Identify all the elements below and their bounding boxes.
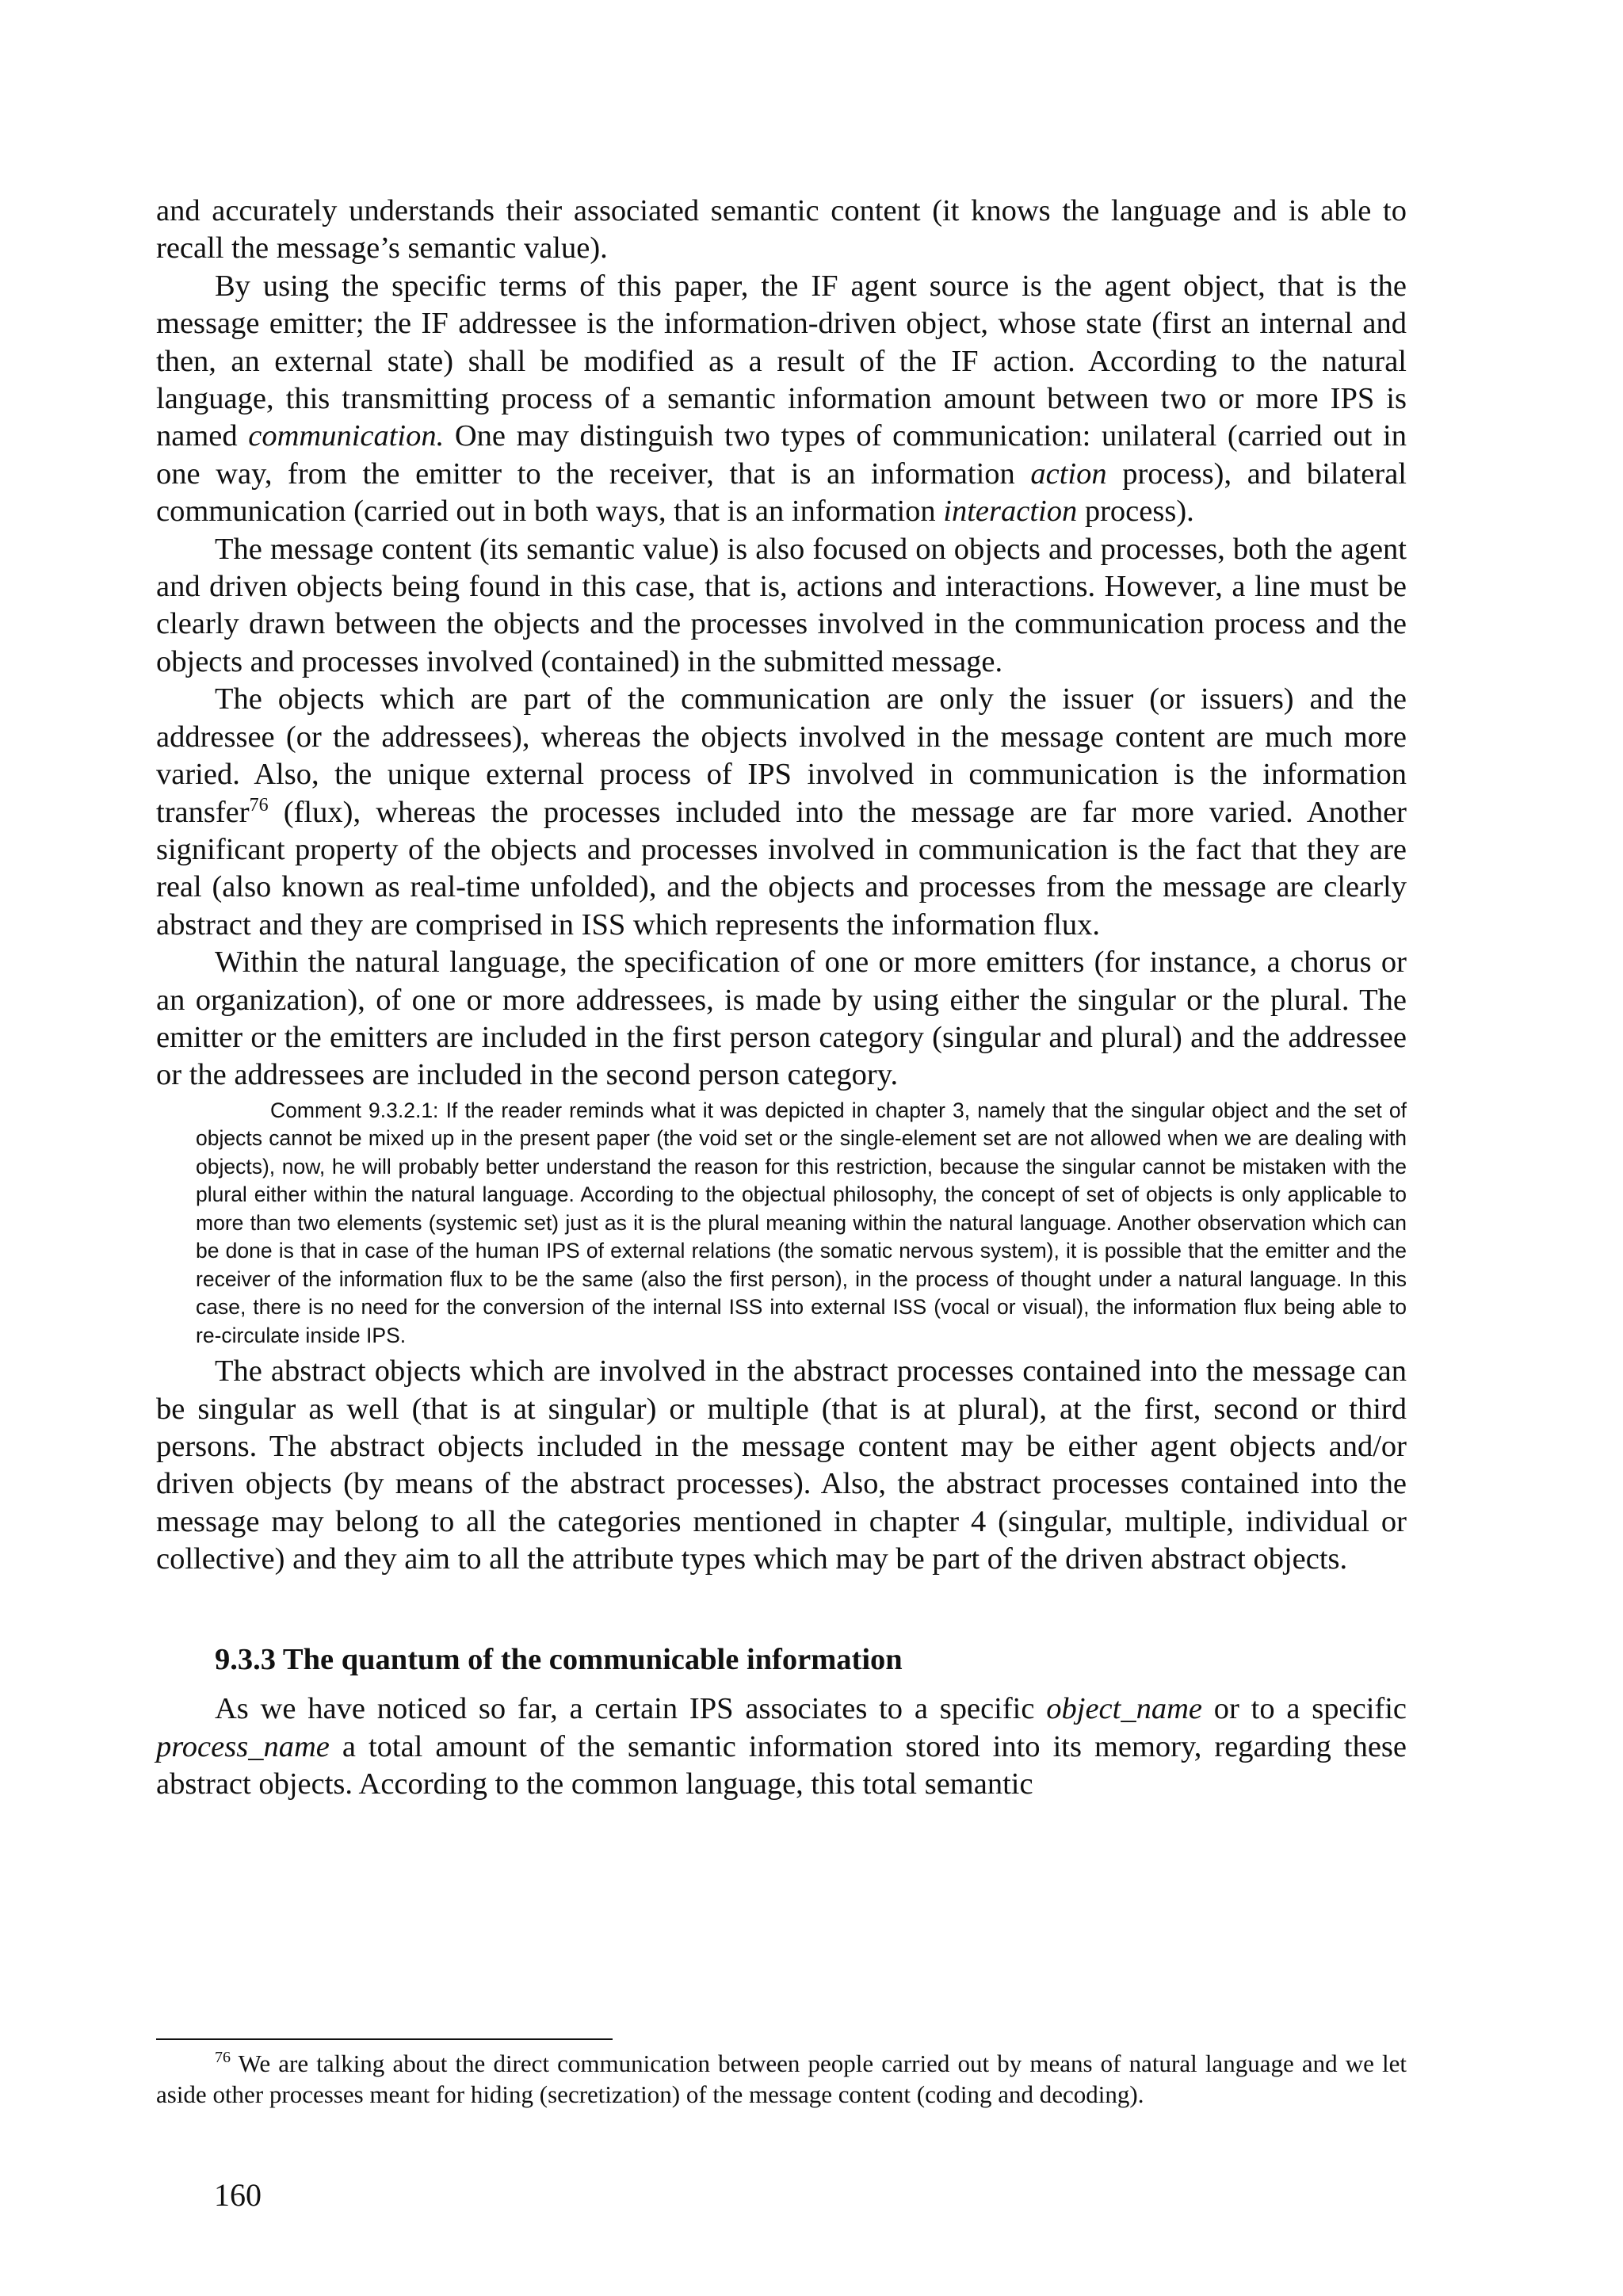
paragraph-4-text: The objects which are part of the communication are only the issuer (or issuers) and the addressee (or the addressees), whereas the objects involved in the message content are much more varied. Also, the unique external process of IPS involved in communication is the information transfer — [156, 682, 1407, 829]
paragraph-3 — [156, 531, 1407, 682]
paragraph-1 — [156, 193, 1407, 268]
paragraph-4 — [156, 681, 1407, 944]
paragraph-7-text-b: or to a specific — [1201, 1692, 1407, 1726]
comment-text: Comment 9.3.2.1: If the reader reminds what it was depicted in chapter 3, namely that the singular object and the set of objects cannot be mixed up in the present paper (the void set or the single-element set are not allowed when we are dealing with objects), now, he will probably better understand the reason for this restriction, because the singular cannot be mistaken with the plural either within the natural language. According to the objectual philosophy, the concept of set of objects is only applicable to more than two elements (systemic set) just as it is the plural meaning within the natural language. Another observation which can be done is that in case of the human IPS of external relations (the somatic nervous system), it is possible that the emitter and the receiver of the information flux to be the same (also the first person), in the process of thought under a natural language. In this case, there is no need for the conversion of the internal ISS into external ISS (vocal or visual), the information flux being able to re-circulate inside IPS. — [196, 1098, 1407, 1347]
paragraph-2-text-d: process). — [1077, 495, 1194, 529]
section-heading: 9.3.3 The quantum of the communicable information — [215, 1642, 903, 1676]
footnote-text: We are talking about the direct communication between people carried out by means of natural language and we let aside other processes meant for hiding (secretization) of the message content (coding and decoding). — [156, 2050, 1407, 2108]
paragraph-5 — [156, 944, 1407, 1095]
page-number: 160 — [214, 2177, 262, 2213]
footnote-paragraph — [156, 2048, 1407, 2110]
paragraph-2-text-c: process), and bilateral communication (carried out in both ways, that is an information — [156, 457, 1407, 529]
paragraph-2-text-b: One may distinguish two types of communication: unilateral (carried out in one way, from the emitter to the receiver, that is an information — [156, 419, 1407, 491]
paragraph-3-text: The message content (its semantic value) is also focused on objects and processes, both the agent and driven objects being found in this case, that is, actions and interactions. However, a line must be clearly drawn between the objects and the processes involved in the communication process and the objects and processes involved (contained) in the submitted message. — [156, 532, 1407, 678]
emphasis-process-name: process_name — [156, 1729, 330, 1763]
comment-block — [196, 1097, 1407, 1350]
paragraph-2 — [156, 268, 1407, 531]
paragraph-1-text: and accurately understands their associated semantic content (it knows the language and is able to recall the message’s semantic value). — [156, 194, 1407, 266]
emphasis-object-name: object_name — [1046, 1692, 1202, 1726]
paragraph-2-text: By using the specific terms of this paper, the IF agent source is the agent object, that is the message emitter; the IF addressee is the information-driven object, whose state (first an internal and then, an external state) shall be modified as a result of the IF action. According to the natural language, this transmitting process of a semantic information amount between two or more IPS is named — [156, 269, 1407, 453]
footnote — [156, 2048, 1407, 2110]
paragraph-7 — [156, 1690, 1407, 1803]
emphasis-communication: communication. — [248, 419, 445, 453]
paragraph-7-text-c: a total amount of the semantic information stored into its memory, regarding these abstract objects. According to the common language, this total semantic — [156, 1729, 1407, 1801]
emphasis-interaction: interaction — [943, 495, 1078, 529]
paragraph-6-text: The abstract objects which are involved in the abstract processes contained into the message can be singular as well (that is at singular) or multiple (that is at plural), at the first, second or third persons. The abstract objects included in the message content may be either agent objects and/or driven objects (by means of the abstract processes). Also, the abstract processes contained into the message may belong to all the categories mentioned in chapter 4 (singular, multiple, individual or collective) and they aim to all the attribute types which may be part of the driven abstract objects. — [156, 1354, 1407, 1576]
paragraph-6 — [156, 1353, 1407, 1578]
paragraph-4-text-b: (flux), whereas the processes included into the message are far more varied. Another significant property of the objects and processes involved in communication is the fact that they are real (also known as real-time unfolded), and the objects and processes from the message are clearly abstract and they are comprised in ISS which represents the information flux. — [156, 795, 1407, 942]
paragraph-7-text: As we have noticed so far, a certain IPS associates to a specific — [215, 1692, 1047, 1726]
footnote-reference[interactable]: 76 — [249, 794, 269, 816]
footnote-number: 76 — [215, 2049, 231, 2066]
body-text — [156, 193, 1407, 1803]
paragraph-5-text: Within the natural language, the specification of one or more emitters (for instance, a chorus or an organization), of one or more addressees, is made by using either the singular or the plural. The emitter or the emitters are included in the first person category (singular and plural) and the addressee or the addressees are included in the second person category. — [156, 946, 1407, 1092]
footnote-separator — [156, 2038, 613, 2040]
emphasis-action: action — [1030, 457, 1107, 491]
